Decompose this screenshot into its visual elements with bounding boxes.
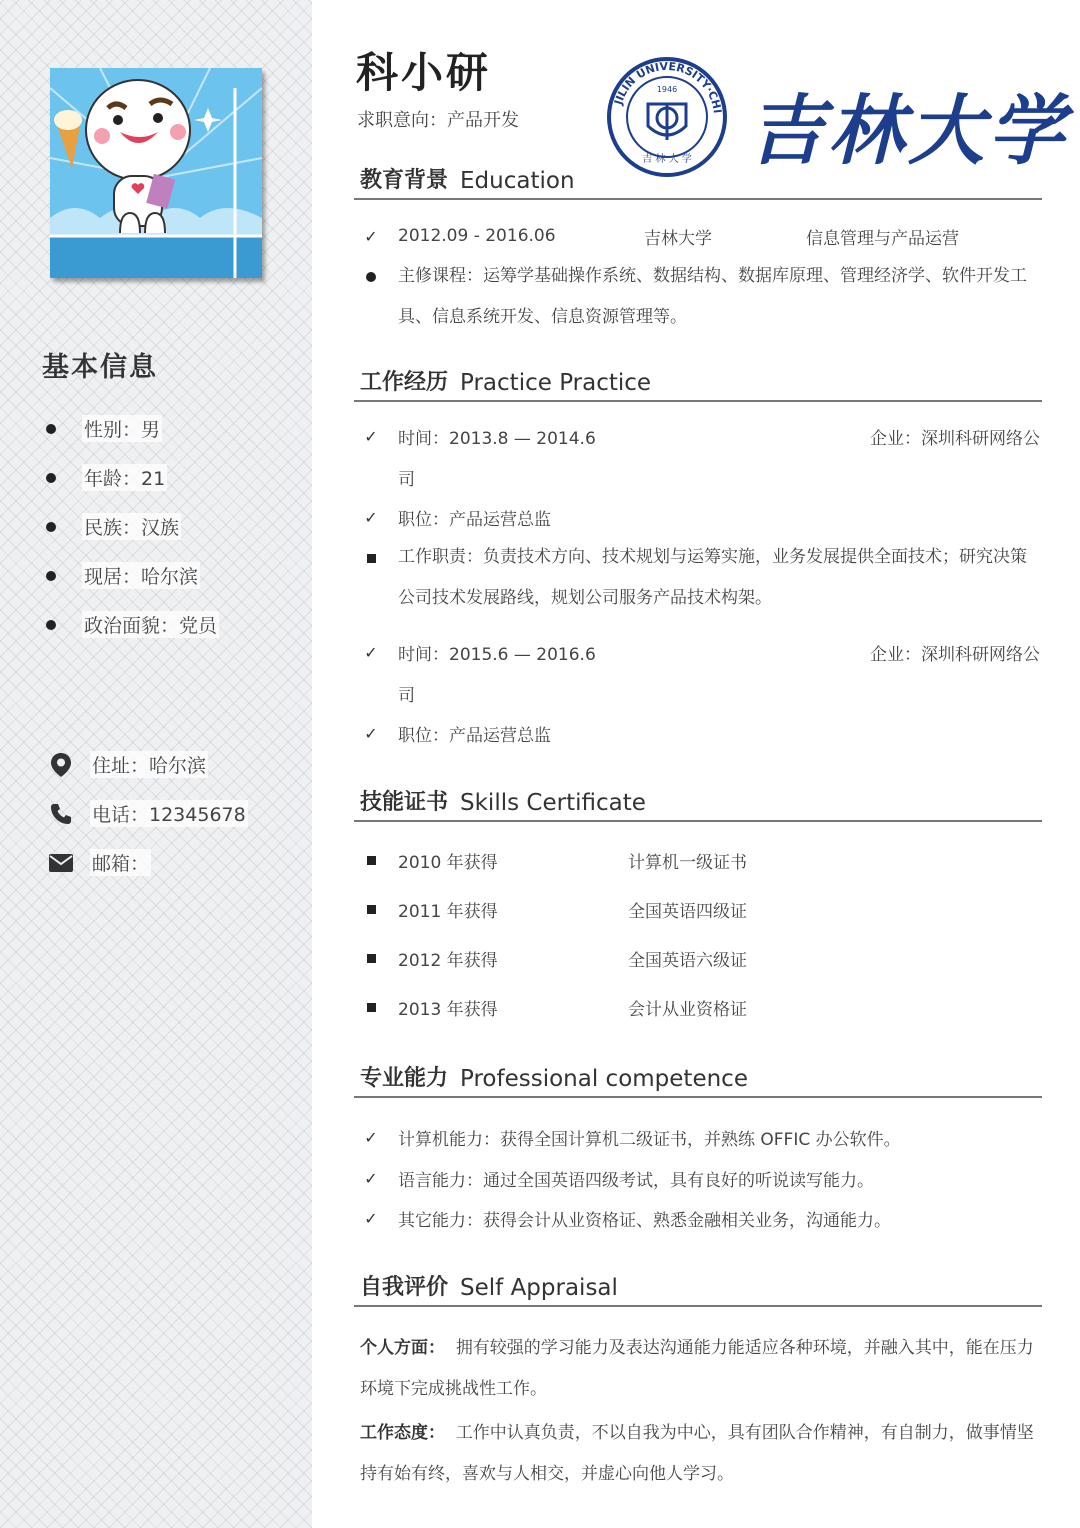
job-1-time: 时间：2013.8 — 2014.6 [398, 428, 596, 449]
list-item [46, 453, 219, 502]
skill-row [360, 992, 747, 1022]
work-header [354, 364, 1042, 402]
appraisal-personal-label: 个人方面： [360, 1338, 445, 1358]
job-1-company-tail: 司 [398, 469, 415, 490]
skill-row [360, 894, 747, 924]
check-icon: ✓ [364, 426, 378, 446]
job-1-position-row [360, 502, 551, 532]
phone: 电话：12345678 [90, 800, 248, 827]
check-icon: ✓ [364, 507, 378, 527]
gender: 性别：男 [82, 415, 162, 442]
bullet-icon [360, 272, 382, 282]
bullet-icon [46, 620, 56, 630]
svg-text:JILIN UNIVERSITY·CHINA: JILIN UNIVERSITY·CHI [611, 59, 724, 114]
skill-year: 2010 年获得 [398, 852, 498, 873]
phone-row [48, 789, 248, 838]
appraisal-title-cn: 自我评价 [360, 1275, 449, 1300]
candidate-name: 科小研 [356, 48, 492, 97]
education-courses: 主修课程：运筹学基础操作系统、数据结构、数据库原理、管理经济学、软件开发工具、信息系统开发、信息资源管理等。 [398, 266, 1027, 327]
sidebar [0, 0, 312, 1528]
job-1-duty-bullet-row [360, 543, 398, 573]
job-1-position: 职位：产品运营总监 [398, 509, 551, 530]
education-title-en: Education [460, 168, 575, 194]
basic-info-list [46, 404, 219, 649]
check-icon: ✓ [364, 226, 378, 246]
appraisal-header [354, 1269, 1042, 1307]
university-calligraphy-logo: 吉林大学 [748, 86, 1068, 175]
list-item [46, 551, 219, 600]
list-item [46, 600, 219, 649]
residence: 现居：哈尔滨 [82, 562, 200, 589]
age: 年龄：21 [82, 464, 167, 491]
ethnicity: 民族：汉族 [82, 513, 181, 540]
political-status: 政治面貌：党员 [82, 611, 219, 638]
skill-year: 2013 年获得 [398, 999, 498, 1020]
square-bullet-icon [360, 554, 382, 563]
professional-item [360, 1203, 891, 1233]
professional-text: 计算机能力：获得全国计算机二级证书，并熟练 OFFIC 办公软件。 [398, 1129, 901, 1150]
check-icon: ✓ [364, 1127, 378, 1147]
job-2-position: 职位：产品运营总监 [398, 725, 551, 746]
skill-cert: 全国英语六级证 [628, 950, 747, 971]
education-major: 信息管理与产品运营 [806, 228, 959, 249]
job-1-duty: 工作职责：负责技术方向、技术规划与运筹实施，业务发展提供全面技术；研究决策公司技术发展路线，规划公司服务产品技术构架。 [398, 547, 1027, 608]
list-item [46, 502, 219, 551]
bullet-icon [46, 424, 56, 434]
skill-row [360, 943, 747, 973]
email: 邮箱： [90, 849, 151, 876]
job-2-time-row [360, 637, 1040, 667]
professional-text: 语言能力：通过全国英语四级考试，具有良好的听说读写能力。 [398, 1170, 874, 1191]
skill-year: 2011 年获得 [398, 901, 498, 922]
professional-header [354, 1060, 1042, 1098]
job-2-company-tail: 司 [398, 685, 415, 706]
job-2-time: 时间：2015.6 — 2016.6 [398, 644, 596, 665]
university-seal-logo [606, 56, 728, 178]
education-school: 吉林大学 [644, 228, 712, 249]
email-row [48, 838, 248, 887]
envelope-icon [48, 850, 74, 876]
svg-text:1946: 1946 [656, 85, 678, 94]
address: 住址：哈尔滨 [90, 751, 208, 778]
professional-text: 其它能力：获得会计从业资格证、熟悉金融相关业务，沟通能力。 [398, 1210, 891, 1231]
professional-title-cn: 专业能力 [360, 1066, 449, 1091]
appraisal-attitude-text: 工作中认真负责，不以自我为中心，具有团队合作精神，有自制力，做事情坚持有始有终，喜欢与人相交，并虚心向他人学习。 [360, 1423, 1034, 1484]
square-bullet-icon [360, 856, 382, 865]
svg-text:吉 林 大 学: 吉 林 大 学 [642, 154, 692, 165]
bullet-icon [46, 473, 56, 483]
appraisal-title-en: Self Appraisal [460, 1275, 618, 1301]
work-title-en: Practice Practice [460, 370, 652, 396]
education-row [360, 221, 959, 251]
skill-year: 2012 年获得 [398, 950, 498, 971]
appraisal-personal-text: 拥有较强的学习能力及表达沟通能力能适应各种环境，并融入其中，能在压力环境下完成挑战性工作。 [360, 1338, 1034, 1399]
job-objective: 求职意向：产品开发 [357, 110, 519, 131]
work-title-cn: 工作经历 [360, 370, 449, 395]
contact-info [48, 740, 248, 887]
check-icon: ✓ [364, 1168, 378, 1188]
check-icon: ✓ [364, 1208, 378, 1228]
appraisal-attitude [360, 1413, 1040, 1495]
professional-item [360, 1163, 874, 1193]
list-item [46, 404, 219, 453]
skill-cert: 计算机一级证书 [628, 852, 747, 873]
education-period: 2012.09 - 2016.06 [398, 226, 556, 246]
location-pin-icon [48, 752, 74, 778]
appraisal-attitude-label: 工作态度： [360, 1423, 445, 1443]
check-icon: ✓ [364, 642, 378, 662]
address-row [48, 740, 248, 789]
skill-cert: 全国英语四级证 [628, 901, 747, 922]
basic-info-title: 基本信息 [42, 352, 158, 383]
education-title-cn: 教育背景 [360, 168, 449, 193]
cartoon-avatar-image [50, 68, 262, 278]
job-1-time-row [360, 421, 1040, 451]
skill-row [360, 845, 747, 875]
skill-cert: 会计从业资格证 [628, 999, 747, 1020]
job-1-company: 企业：深圳科研网络公 [870, 428, 1040, 449]
bullet-icon [46, 522, 56, 532]
avatar [50, 68, 262, 278]
phone-icon [48, 801, 74, 827]
square-bullet-icon [360, 905, 382, 914]
professional-title-en: Professional competence [460, 1066, 748, 1092]
education-header [354, 162, 1042, 200]
appraisal-personal [360, 1328, 1040, 1410]
square-bullet-icon [360, 954, 382, 963]
skills-title-cn: 技能证书 [360, 790, 449, 815]
professional-item [360, 1122, 901, 1152]
bullet-icon [46, 571, 56, 581]
check-icon: ✓ [364, 723, 378, 743]
job-2-position-row [360, 718, 551, 748]
job-2-company: 企业：深圳科研网络公 [870, 644, 1040, 665]
square-bullet-icon [360, 1003, 382, 1012]
skills-header [354, 784, 1042, 822]
skills-title-en: Skills Certificate [460, 790, 646, 816]
courses-bullet-row [360, 262, 398, 292]
